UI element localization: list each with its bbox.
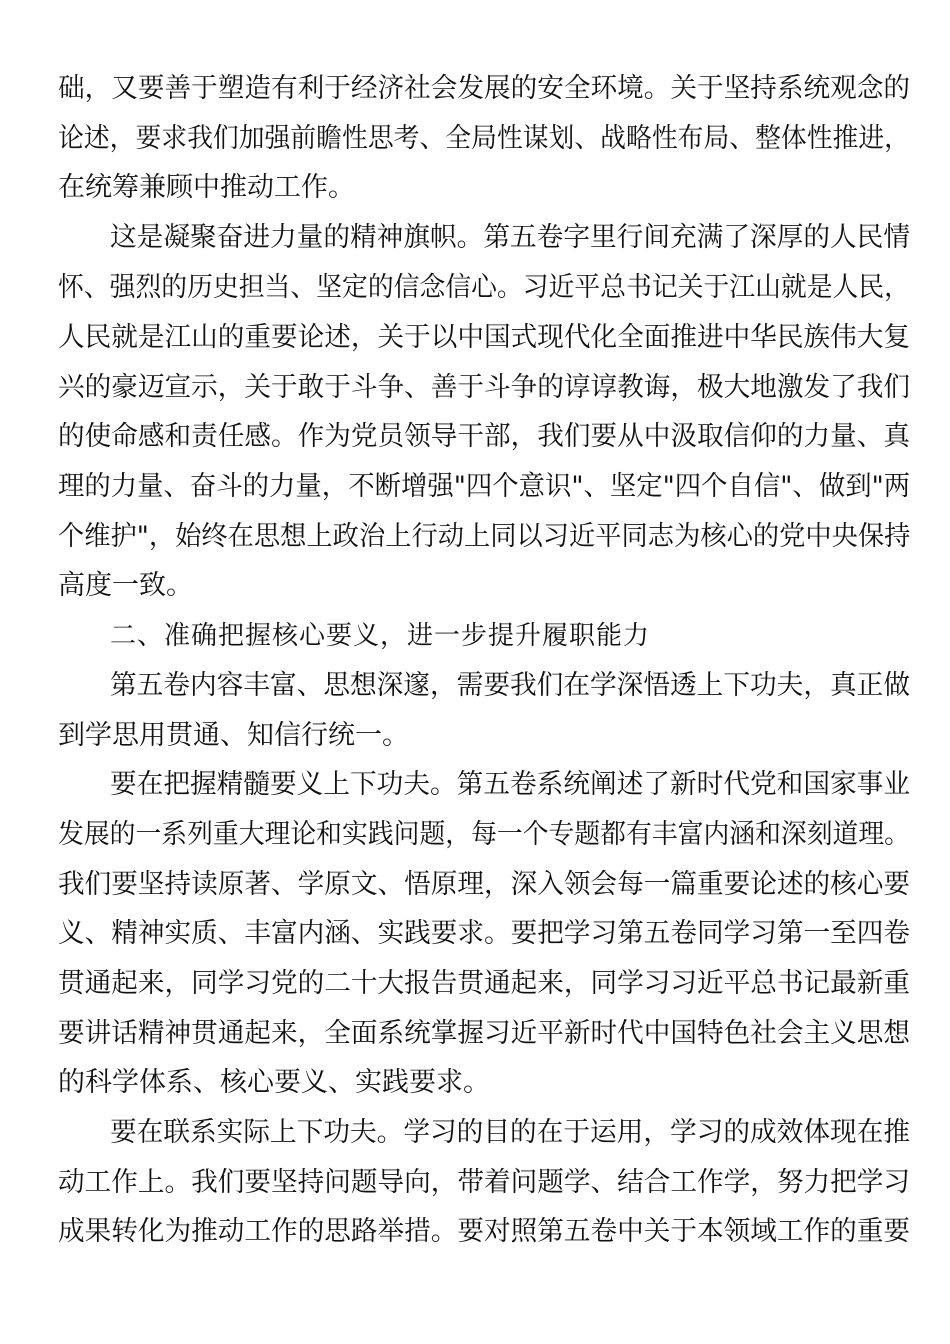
text-line-02: 论述，要求我们加强前瞻性思考、全局性谋划、战略性布局、整体性推进， bbox=[58, 123, 910, 154]
section-heading: 二、准确把握核心要义，进一步提升履职能力 bbox=[110, 621, 651, 651]
paragraph-start-line: 要在把握精髓要义上下功夫。第五卷系统阐述了新时代党和国家事业 bbox=[110, 769, 910, 800]
text-line-07: 兴的豪迈宣示，关于敢于斗争、善于斗争的谆谆教诲，极大地激发了我们 bbox=[58, 372, 910, 403]
text-line-24: 成果转化为推动工作的思路举措。要对照第五卷中关于本领域工作的重要 bbox=[58, 1216, 910, 1247]
text-line-18: 义、精神实质、丰富内涵、实践要求。要把学习第五卷同学习第一至四卷 bbox=[58, 918, 910, 949]
text-line-11: 高度一致。 bbox=[58, 570, 193, 601]
text-line-21: 的科学体系、核心要义、实践要求。 bbox=[58, 1067, 490, 1098]
text-line-08: 的使命感和责任感。作为党员领导干部，我们要从中汲取信仰的力量、真 bbox=[58, 421, 910, 452]
text-line-03: 在统筹兼顾中推动工作。 bbox=[58, 172, 355, 203]
text-line-16: 发展的一系列重大理论和实践问题，每一个专题都有丰富内涵和深刻道理。 bbox=[58, 819, 910, 850]
paragraph-start-line: 第五卷内容丰富、思想深邃，需要我们在学深悟透上下功夫，真正做 bbox=[110, 670, 910, 701]
paragraph-start-line: 要在联系实际上下功夫。学习的目的在于运用，学习的成效体现在推 bbox=[110, 1117, 910, 1148]
text-line-19: 贯通起来，同学习党的二十大报告贯通起来，同学习习近平总书记最新重 bbox=[58, 968, 910, 999]
text-line-01: 础，又要善于塑造有利于经济社会发展的安全环境。关于坚持系统观念的 bbox=[58, 73, 910, 104]
text-line-09: 理的力量、奋斗的力量，不断增强"四个意识"、坚定"四个自信"、做到"两 bbox=[58, 471, 911, 502]
text-line-14: 到学思用贯通、知信行统一。 bbox=[58, 720, 409, 751]
text-line-17: 我们要坚持读原著、学原文、悟原理，深入领会每一篇重要论述的核心要 bbox=[58, 869, 910, 900]
text-line-06: 人民就是江山的重要论述，关于以中国式现代化全面推进中华民族伟大复 bbox=[58, 322, 910, 353]
text-line-10: 个维护"，始终在思想上政治上行动上同以习近平同志为核心的党中央保持 bbox=[58, 521, 911, 552]
paragraph-start-line: 这是凝聚奋进力量的精神旗帜。第五卷字里行间充满了深厚的人民情 bbox=[110, 222, 910, 253]
text-line-05: 怀、强烈的历史担当、坚定的信念信心。习近平总书记关于江山就是人民， bbox=[58, 272, 910, 303]
text-line-23: 动工作上。我们要坚持问题导向，带着问题学、结合工作学，努力把学习 bbox=[58, 1167, 910, 1198]
text-line-20: 要讲话精神贯通起来，全面系统掌握习近平新时代中国特色社会主义思想 bbox=[58, 1018, 910, 1049]
